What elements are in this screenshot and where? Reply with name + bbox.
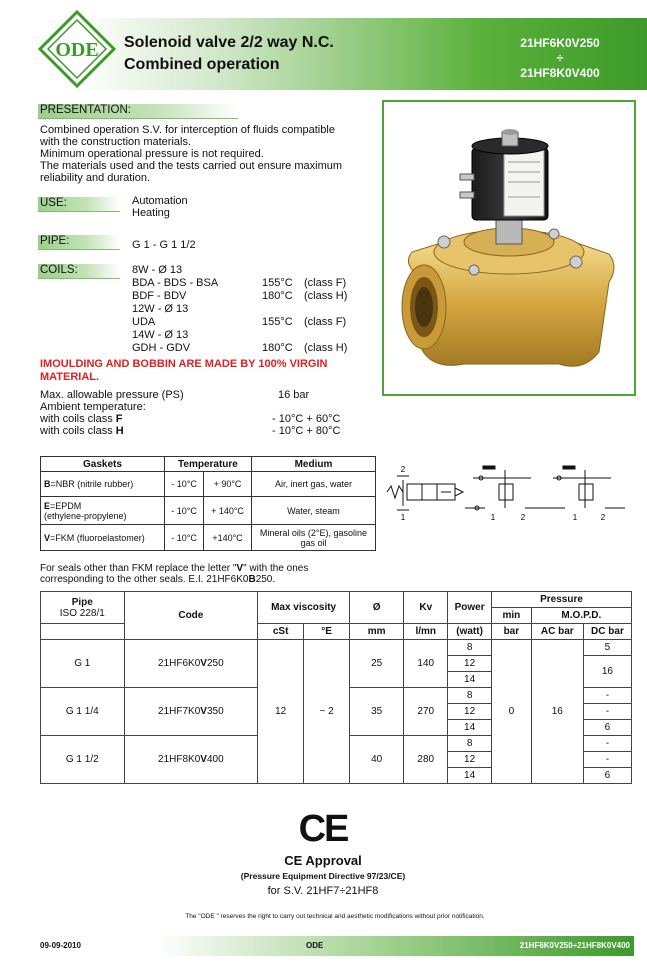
svg-text:ODE: ODE	[55, 39, 99, 61]
table-row: 14 6	[41, 720, 632, 736]
ce-directive: (Pressure Equipment Directive 97/23/CE)	[240, 871, 406, 881]
header-cst: cSt	[258, 624, 304, 640]
gaskets-header-gaskets: Gaskets	[41, 457, 165, 472]
header-code: Code	[124, 592, 258, 640]
svg-text:2: 2	[600, 513, 606, 522]
seal-replacement-note: For seals other than FKM replace the letter "V" with the ones corresponding to the other seals. E.I. 21HF6K0B250.	[40, 563, 309, 585]
header-ac-bar: AC bar	[531, 624, 583, 640]
header-watt: (watt)	[448, 624, 492, 640]
table-row: G 1 1/2 21HF8K0V400 40 280 8 -	[41, 736, 632, 752]
table-row: G 1 1/4 21HF7K0V350 35 270 8 -	[41, 688, 632, 704]
pipe-value: G 1 - G 1 1/2	[132, 239, 196, 251]
table-row: G 1 21HF6K0V250 12 ~ 2 25 140 8 0 16 5	[41, 640, 632, 656]
presentation-label: PRESENTATION:	[38, 104, 238, 119]
ce-mark: CE	[298, 808, 348, 850]
disclaimer: The "ODE " reserves the right to carry out technical and aesthetic modifications without prior notification.	[185, 913, 485, 920]
table-row: 14	[41, 672, 632, 688]
svg-text:1: 1	[572, 513, 578, 522]
table-row: 12 -	[41, 704, 632, 720]
valve-section-open-symbol	[545, 466, 625, 508]
header-pressure: Pressure	[492, 592, 632, 608]
header-code-separator: ÷	[556, 51, 564, 65]
header-dc-bar: DC bar	[583, 624, 631, 640]
header-mopd: M.O.P.D.	[531, 608, 631, 624]
ce-scope: for S.V. 21HF7÷21HF8	[267, 885, 379, 897]
specs-block: Max. allowable pressure (PS) 16 bar Ambient temperature: with coils class F - 10°C + 60°C with coils class H - 10°C + 80°C	[40, 389, 341, 437]
footer-codes: 21HF6K0V250÷21HF8K0V400	[519, 941, 630, 950]
ce-approval-title: CE Approval	[284, 853, 362, 868]
header-degree-e: °E	[304, 624, 350, 640]
header-lmn: l/mn	[404, 624, 448, 640]
svg-text:2: 2	[400, 465, 406, 474]
use-label: USE:	[38, 197, 120, 212]
specs-table	[40, 591, 632, 784]
header-pipe: Pipe ISO 228/1	[41, 592, 125, 624]
gaskets-row: V=FKM (fluoroelastomer) - 10°C +140°C Mineral oils (2°E), gasoline gas oil	[41, 525, 376, 551]
valve-section-closed-symbol	[465, 466, 545, 510]
product-photo	[382, 100, 636, 396]
footer-date: 09-09-2010	[40, 941, 81, 950]
gaskets-header-temperature: Temperature	[165, 457, 252, 472]
presentation-text: Combined operation S.V. for interception of fluids compatible with the construction materials. Minimum operational pressure is not required. The materials used and the tests carried out ensure maximum reliability and duration.	[40, 124, 343, 184]
header-max-viscosity: Max viscosity	[258, 592, 350, 624]
header-code-from: 21HF6K0V250	[520, 36, 600, 50]
page-title-line2: Combined operation	[124, 56, 280, 73]
table-row: 12 16	[41, 656, 632, 672]
header-min: min	[492, 608, 532, 624]
header-bar: bar	[492, 624, 532, 640]
material-warning: IMOULDING AND BOBBIN ARE MADE BY 100% VIRGIN MATERIAL.	[40, 358, 328, 383]
header-code-to: 21HF8K0V400	[520, 66, 600, 80]
header-kv: Kv	[404, 592, 448, 624]
iso-valve-symbol	[387, 476, 463, 510]
ode-logo	[38, 10, 116, 88]
svg-text:1: 1	[490, 513, 496, 522]
coils-label: COILS:	[38, 264, 120, 279]
gaskets-table	[40, 456, 376, 551]
pipe-label: PIPE:	[38, 235, 120, 250]
svg-text:1: 1	[400, 513, 406, 522]
header-power: Power	[448, 592, 492, 624]
footer-brand: ODE	[306, 941, 324, 950]
use-values: Automation Heating	[132, 195, 188, 219]
gaskets-header-medium: Medium	[251, 457, 375, 472]
page-title-line1: Solenoid valve 2/2 way N.C.	[124, 34, 334, 51]
valve-schematic-symbols	[385, 462, 630, 524]
table-row: 14 6	[41, 768, 632, 784]
header-diameter: Ø	[350, 592, 404, 624]
table-row: 12 -	[41, 752, 632, 768]
header-mm: mm	[350, 624, 404, 640]
gaskets-row: E=EPDM (ethylene-propylene) - 10°C + 140°C Water, steam	[41, 497, 376, 525]
svg-text:2: 2	[520, 513, 526, 522]
gaskets-row: B=NBR (nitrile rubber) - 10°C + 90°C Air, inert gas, water	[41, 472, 376, 497]
coils-list: 8W - Ø 13 BDA - BDS - BSA 155°C (class F) BDF - BDV 180°C (class H) 12W - Ø 13 UDA 155°C (class F) 14W - Ø 13 GDH - GDV 180°C (class H)	[132, 264, 348, 354]
